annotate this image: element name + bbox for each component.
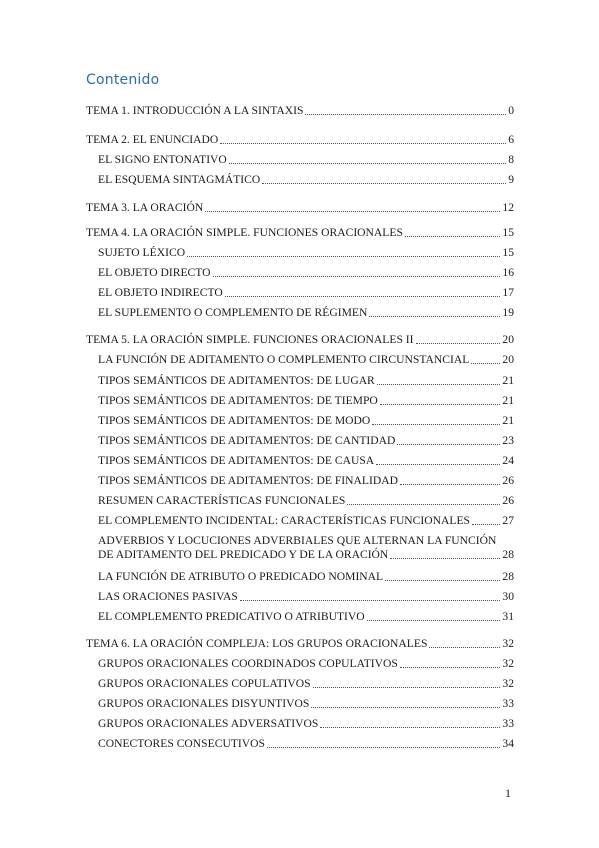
toc-entry-section[interactable]	[98, 657, 514, 671]
toc-entry-title: TIPOS SEMÁNTICOS DE ADITAMENTOS: DE CANTIDAD	[98, 434, 396, 447]
dot-leader	[372, 423, 500, 425]
toc-entry-title: RESUMEN CARACTERÍSTICAS FUNCIONALES	[98, 494, 346, 507]
toc-entry-title: TEMA 5. LA ORACIÓN SIMPLE. FUNCIONES ORACIONALES II	[86, 333, 414, 346]
toc-entry-title: TEMA 6. LA ORACIÓN COMPLEJA: LOS GRUPOS ORACIONALES	[86, 637, 428, 650]
toc-entry-page: 17	[502, 286, 514, 299]
toc-entry-title: EL COMPLEMENTO INCIDENTAL: CARACTERÍSTICAS FUNCIONALES	[98, 514, 471, 527]
toc-entry-title: TEMA 2. EL ENUNCIADO	[86, 133, 219, 146]
toc-entry-title: EL SUPLEMENTO O COMPLEMENTO DE RÉGIMEN	[98, 306, 368, 319]
toc-entry-page: 15	[502, 226, 514, 239]
toc-entry-page: 33	[502, 717, 514, 730]
toc-entry-section[interactable]	[98, 474, 514, 488]
dot-leader	[205, 210, 500, 212]
toc-entry-page: 26	[502, 474, 514, 487]
toc-entry-section[interactable]	[98, 173, 514, 187]
dot-leader	[313, 686, 501, 688]
dot-leader	[471, 362, 500, 364]
toc-entry-section[interactable]	[98, 306, 514, 320]
toc-entry-title: LA FUNCIÓN DE ATRIBUTO O PREDICADO NOMINAL	[98, 570, 384, 583]
toc-entry-page: 8	[508, 153, 514, 166]
toc-entry-section[interactable]	[98, 570, 514, 584]
toc-entry-page: 32	[502, 677, 514, 690]
toc-entry-section[interactable]	[98, 590, 514, 604]
toc-entry-title: EL SIGNO ENTONATIVO	[98, 153, 227, 166]
dot-leader	[376, 463, 500, 465]
toc-entry-section[interactable]	[98, 374, 514, 388]
toc-entry-title: TEMA 3. LA ORACIÓN	[86, 201, 204, 214]
toc-entry-page: 20	[502, 353, 514, 366]
toc-entry-title: GRUPOS ORACIONALES COORDINADOS COPULATIVOS	[98, 657, 398, 670]
toc-entry-page: 32	[502, 637, 514, 650]
toc-entry-page: 12	[502, 201, 514, 214]
toc-entry-chapter[interactable]	[86, 333, 514, 347]
dot-leader	[369, 315, 500, 317]
dot-leader	[397, 443, 500, 445]
toc-title: Contenido	[86, 72, 160, 88]
toc-entry-section[interactable]	[98, 494, 514, 508]
toc-entry-title: GRUPOS ORACIONALES COPULATIVOS	[98, 677, 311, 690]
dot-leader	[220, 142, 506, 144]
toc-entry-page: 28	[502, 548, 514, 561]
toc-entry-title: TEMA 1. INTRODUCCIÓN A LA SINTAXIS	[86, 104, 304, 117]
toc-entry-section[interactable]	[98, 610, 514, 624]
toc-entry-section[interactable]	[98, 394, 514, 408]
toc-entry-section[interactable]	[98, 514, 514, 528]
toc-entry-page: 30	[502, 590, 514, 603]
dot-leader	[225, 295, 501, 297]
toc-entry-page: 16	[502, 266, 514, 279]
dot-leader	[347, 503, 500, 505]
toc-entry-page: 15	[502, 246, 514, 259]
toc-entry-title: EL ESQUEMA SINTAGMÁTICO	[98, 173, 261, 186]
toc-entry-page: 33	[502, 697, 514, 710]
toc-entry-page: 19	[502, 306, 514, 319]
toc-entry-section[interactable]	[98, 246, 514, 260]
dot-leader	[416, 342, 501, 344]
dot-leader	[390, 557, 500, 559]
toc-entry-page: 6	[508, 133, 514, 146]
toc-entry-title: TIPOS SEMÁNTICOS DE ADITAMENTOS: DE FINALIDAD	[98, 474, 398, 487]
toc-entry-chapter[interactable]	[86, 104, 514, 118]
dot-leader	[405, 235, 500, 237]
dot-leader	[305, 113, 506, 115]
dot-leader	[262, 182, 506, 184]
toc-entry-title: GRUPOS ORACIONALES ADVERSATIVOS	[98, 717, 319, 730]
toc-entry-page: 26	[502, 494, 514, 507]
toc-entry-page: 27	[502, 514, 514, 527]
toc-entry-page: 21	[502, 394, 514, 407]
toc-entry-section[interactable]	[98, 697, 514, 711]
dot-leader	[187, 255, 500, 257]
toc-entry-section[interactable]	[98, 266, 514, 280]
dot-leader	[267, 746, 500, 748]
toc-entry-page: 23	[502, 434, 514, 447]
toc-entry-section[interactable]	[98, 153, 514, 167]
toc-entry-title: EL COMPLEMENTO PREDICATIVO O ATRIBUTIVO	[98, 610, 365, 623]
toc-entry-section[interactable]	[98, 434, 514, 448]
toc-entry-section[interactable]	[98, 737, 514, 751]
dot-leader	[229, 162, 506, 164]
toc-entry-section[interactable]	[98, 717, 514, 731]
toc-entry-chapter[interactable]	[86, 201, 514, 215]
dot-leader	[240, 599, 501, 601]
toc-entry-section[interactable]	[98, 286, 514, 300]
toc-entry-page: 0	[508, 104, 514, 117]
dot-leader	[320, 726, 500, 728]
page-number: 1	[505, 786, 511, 800]
toc-entry-page: 32	[502, 657, 514, 670]
toc-entry-page: 21	[502, 414, 514, 427]
toc-entry-page: 21	[502, 374, 514, 387]
toc-entry-title: TIPOS SEMÁNTICOS DE ADITAMENTOS: DE LUGAR	[98, 374, 375, 387]
dot-leader	[400, 483, 500, 485]
toc-entry-title: CONECTORES CONSECUTIVOS	[98, 737, 265, 750]
dot-leader	[213, 275, 501, 277]
toc-entry-page: 9	[508, 173, 514, 186]
toc-entry-chapter[interactable]	[86, 637, 514, 651]
toc-entry-chapter[interactable]	[86, 133, 514, 147]
toc-entry-title: ADVERBIOS Y LOCUCIONES ADVERBIALES QUE ALTERNAN LA FUNCIÓN	[98, 534, 497, 547]
dot-leader	[377, 383, 501, 385]
toc-entry-chapter[interactable]	[86, 226, 514, 240]
toc-entry-title: TEMA 4. LA ORACIÓN SIMPLE. FUNCIONES ORACIONALES	[86, 226, 403, 239]
toc-entry-title: EL OBJETO INDIRECTO	[98, 286, 223, 299]
toc-entry-section[interactable]	[98, 454, 514, 468]
toc-entry-section[interactable]	[98, 677, 514, 691]
toc-entry-section[interactable]	[98, 534, 514, 562]
toc-entry-page: 24	[502, 454, 514, 467]
dot-leader	[367, 619, 501, 621]
dot-leader	[472, 523, 500, 525]
dot-leader	[311, 706, 500, 708]
toc-entry-title: GRUPOS ORACIONALES DISYUNTIVOS	[98, 697, 310, 710]
toc-entry-title: TIPOS SEMÁNTICOS DE ADITAMENTOS: DE TIEMPO	[98, 394, 378, 407]
dot-leader	[385, 579, 500, 581]
toc-entry-title: LAS ORACIONES PASIVAS	[98, 590, 238, 603]
toc-entry-title: EL OBJETO DIRECTO	[98, 266, 211, 279]
dot-leader	[429, 646, 500, 648]
toc-entry-page: 28	[502, 570, 514, 583]
toc-entry-page: 34	[502, 737, 514, 750]
toc-entry-title: TIPOS SEMÁNTICOS DE ADITAMENTOS: DE MODO	[98, 414, 371, 427]
toc-entry-section[interactable]	[98, 414, 514, 428]
toc-entry-title: TIPOS SEMÁNTICOS DE ADITAMENTOS: DE CAUSA	[98, 454, 375, 467]
dot-leader	[380, 403, 501, 405]
toc-entry-page: 31	[502, 610, 514, 623]
toc-entry-title: SUJETO LÉXICO	[98, 246, 186, 259]
toc-entry-page: 20	[502, 333, 514, 346]
dot-leader	[400, 666, 501, 668]
toc-entry-section[interactable]	[98, 353, 514, 367]
toc-entry-title: DE ADITAMENTO DEL PREDICADO Y DE LA ORACIÓN	[98, 548, 389, 561]
toc-entry-title: LA FUNCIÓN DE ADITAMENTO O COMPLEMENTO CIRCUNSTANCIAL	[98, 353, 470, 366]
